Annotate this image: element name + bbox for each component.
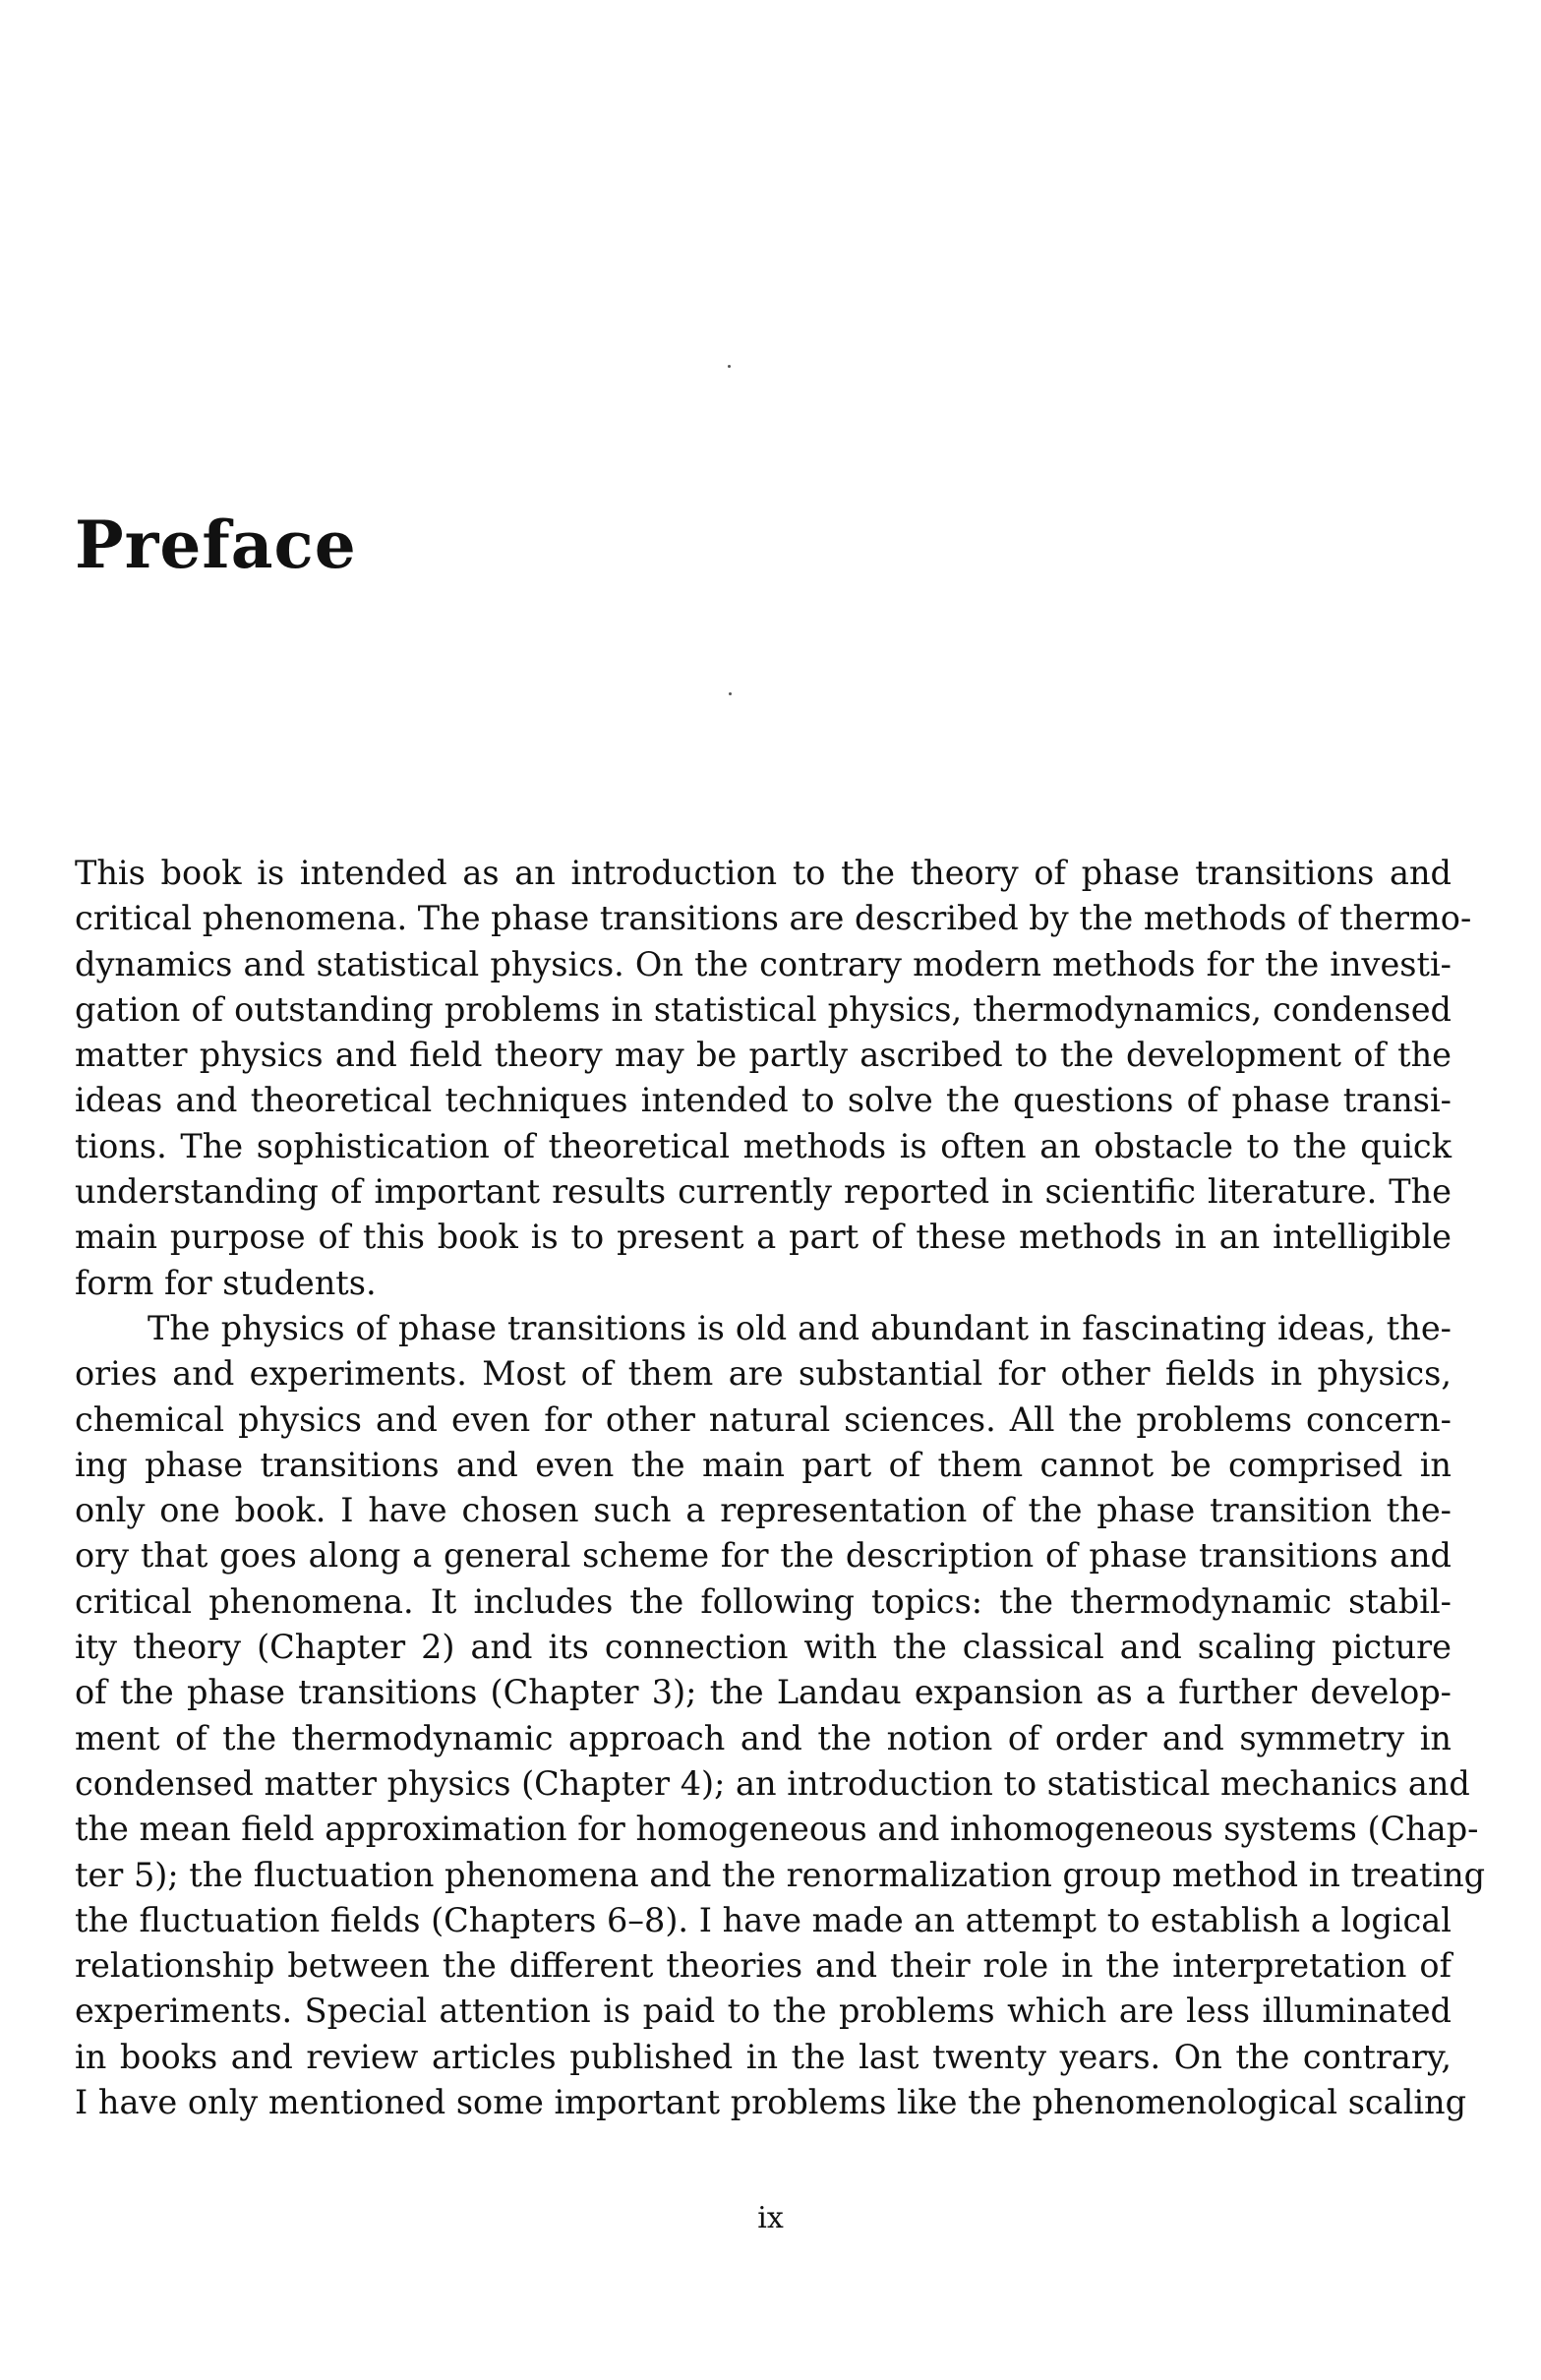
text-line: critical phenomena. It includes the following topics: the thermodynamic stabil- xyxy=(75,1581,1452,1621)
text-line: the mean field approximation for homogeneous and inhomogeneous systems (Chap- xyxy=(75,1810,1479,1849)
text-line: tions. The sophistication of theoretical methods is often an obstacle to the quick xyxy=(75,1126,1452,1165)
text-line: relationship between the different theories and their role in the interpretation of xyxy=(75,1946,1452,1986)
text-line: matter physics and field theory may be partly ascribed to the development of the xyxy=(75,1036,1452,1075)
text-line: ing phase transitions and even the main part of them cannot be comprised in xyxy=(75,1445,1452,1484)
chapter-title: Preface xyxy=(75,506,357,583)
text-line: only one book. I have chosen such a representation of the phase transition the- xyxy=(75,1491,1452,1530)
text-line: experiments. Special attention is paid to the problems which are less illuminated xyxy=(75,1992,1452,2031)
print-speck xyxy=(728,365,731,368)
text-line: ment of the thermodynamic approach and the notion of order and symmetry in xyxy=(75,1718,1452,1757)
text-line: main purpose of this book is to present a part of these methods in an intelligible xyxy=(75,1218,1452,1257)
text-line: condensed matter physics (Chapter 4); an introduction to statistical mechanics and xyxy=(75,1763,1470,1803)
text-line: ory that goes along a general scheme for the description of phase transitions and xyxy=(75,1536,1452,1576)
text-line: This book is intended as an introduction to the theory of phase transitions and xyxy=(75,854,1452,892)
text-line: ity theory (Chapter 2) and its connection with the classical and scaling picture xyxy=(75,1628,1452,1667)
text-line: form for students. xyxy=(75,1263,377,1302)
text-line: I have only mentioned some important problems like the phenomenological scaling xyxy=(75,2083,1467,2122)
page-number: ix xyxy=(757,2201,784,2235)
text-line: chemical physics and even for other natural sciences. All the problems concern- xyxy=(75,1399,1452,1439)
print-speck xyxy=(729,692,732,695)
preface-body xyxy=(75,851,1486,2125)
text-line: understanding of important results currently reported in scientific literature. The xyxy=(75,1172,1452,1212)
text-line: ideas and theoretical techniques intended to solve the questions of phase transi- xyxy=(75,1081,1452,1120)
text-line: ories and experiments. Most of them are substantial for other fields in physics, xyxy=(75,1354,1452,1394)
text-line: the fluctuation fields (Chapters 6–8). I have made an attempt to establish a logical xyxy=(75,1900,1452,1939)
text-line: critical phenomena. The phase transitions are described by the methods of thermo- xyxy=(75,899,1472,938)
text-line: in books and review articles published in the last twenty years. On the contrary, xyxy=(75,2037,1452,2076)
text-line: dynamics and statistical physics. On the contrary modern methods for the investi- xyxy=(75,944,1452,983)
text-line: of the phase transitions (Chapter 3); the Landau expansion as a further develop- xyxy=(75,1673,1452,1712)
text-line: ter 5); the fluctuation phenomena and the renormalization group method in treating xyxy=(75,1855,1486,1894)
text-line: gation of outstanding problems in statistical physics, thermodynamics, condensed xyxy=(75,989,1452,1029)
text-line: The physics of phase transitions is old and abundant in fascinating ideas, the- xyxy=(148,1308,1452,1347)
